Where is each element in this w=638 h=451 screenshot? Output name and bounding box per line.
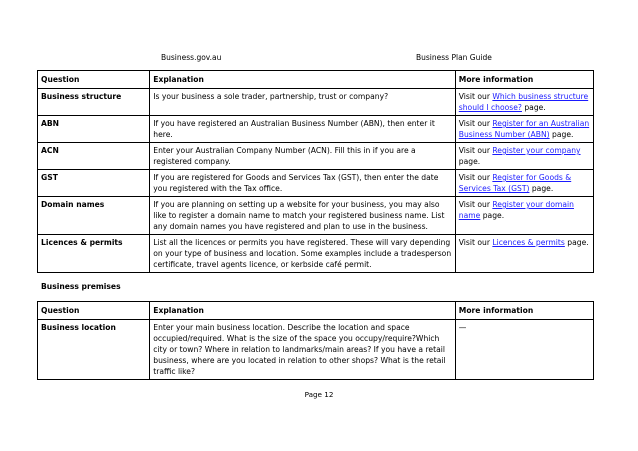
- row-more-info: [455, 89, 593, 116]
- register-company-link[interactable]: Register your company: [492, 146, 581, 155]
- info-suffix: page.: [480, 211, 505, 220]
- info-suffix: page.: [564, 238, 589, 247]
- table-header-row: [38, 71, 594, 89]
- page-number: Page 12: [304, 390, 334, 399]
- info-suffix: page.: [549, 130, 574, 139]
- licences-permits-link[interactable]: Licences & permits: [492, 238, 565, 247]
- header-site: Business.gov.au: [161, 53, 222, 62]
- row-more-info: [455, 116, 593, 143]
- register-gst-link[interactable]: Register for Goods & Services Tax (GST): [458, 173, 572, 193]
- info-prefix: Visit our: [458, 119, 493, 128]
- info-prefix: Visit our: [458, 200, 493, 209]
- row-more-info: [455, 170, 593, 197]
- info-suffix: page.: [529, 184, 554, 193]
- row-explanation: If you are planning on setting up a website for your business, you may also like to register a domain name to match your registered business name. List any domain names you have registered and plan to use in the business.: [150, 197, 456, 235]
- col-header-explanation: Explanation: [150, 71, 456, 89]
- info-prefix: Visit our: [458, 146, 493, 155]
- row-explanation: Enter your Australian Company Number (ACN). Fill this in if you are a registered company.: [150, 143, 456, 170]
- info-prefix: Visit our: [458, 238, 493, 247]
- row-question: ABN: [38, 116, 150, 143]
- col-header-more-info: More information: [455, 302, 593, 320]
- row-question: GST: [38, 170, 150, 197]
- col-header-explanation: Explanation: [150, 302, 456, 320]
- row-explanation: If you have registered an Australian Business Number (ABN), then enter it here.: [150, 116, 456, 143]
- row-question: Licences & permits: [38, 235, 150, 273]
- col-header-question: Question: [38, 71, 150, 89]
- table-row: [38, 143, 594, 170]
- table-row: [38, 116, 594, 143]
- row-explanation: Enter your main business location. Describe the location and space occupied/required. What is the size of the space you occupy/require?Which city or town? Where in relation to landmarks/main areas? If you have a retail business, where are you located in relation to other shops? What is the retail traffic like?: [150, 320, 456, 380]
- row-question: Domain names: [38, 197, 150, 235]
- row-more-info: [455, 143, 593, 170]
- col-header-more-info: More information: [455, 71, 593, 89]
- row-question: Business location: [38, 320, 150, 380]
- info-suffix: page.: [521, 103, 546, 112]
- registration-details-table: [37, 70, 594, 273]
- register-domain-link[interactable]: Register your domain name: [458, 200, 574, 220]
- table-row: [38, 197, 594, 235]
- row-question: ACN: [38, 143, 150, 170]
- row-more-info: [455, 235, 593, 273]
- col-header-question: Question: [38, 302, 150, 320]
- business-premises-table: [37, 301, 594, 380]
- table-row: [38, 235, 594, 273]
- info-prefix: Visit our: [458, 92, 493, 101]
- row-explanation: If you are registered for Goods and Services Tax (GST), then enter the date you registered with the Tax office.: [150, 170, 456, 197]
- section-title-business-premises: Business premises: [41, 282, 121, 291]
- row-explanation: List all the licences or permits you have registered. These will vary depending on your type of business and location. Some examples include a tradesperson certificate, travel agents licence, or kerbside café permit.: [150, 235, 456, 273]
- table-header-row: [38, 302, 594, 320]
- row-question: Business structure: [38, 89, 150, 116]
- register-abn-link[interactable]: Register for an Australian Business Number (ABN): [458, 119, 590, 139]
- which-business-structure-link[interactable]: Which business structure should I choose?: [458, 92, 589, 112]
- row-more-info: [455, 197, 593, 235]
- header-doc-title: Business Plan Guide: [416, 53, 492, 62]
- info-suffix: page.: [458, 157, 481, 166]
- table-row: [38, 170, 594, 197]
- row-more-info: —: [455, 320, 593, 380]
- table-row: [38, 89, 594, 116]
- info-prefix: Visit our: [458, 173, 493, 182]
- row-explanation: Is your business a sole trader, partnership, trust or company?: [150, 89, 456, 116]
- table-row: [38, 320, 594, 380]
